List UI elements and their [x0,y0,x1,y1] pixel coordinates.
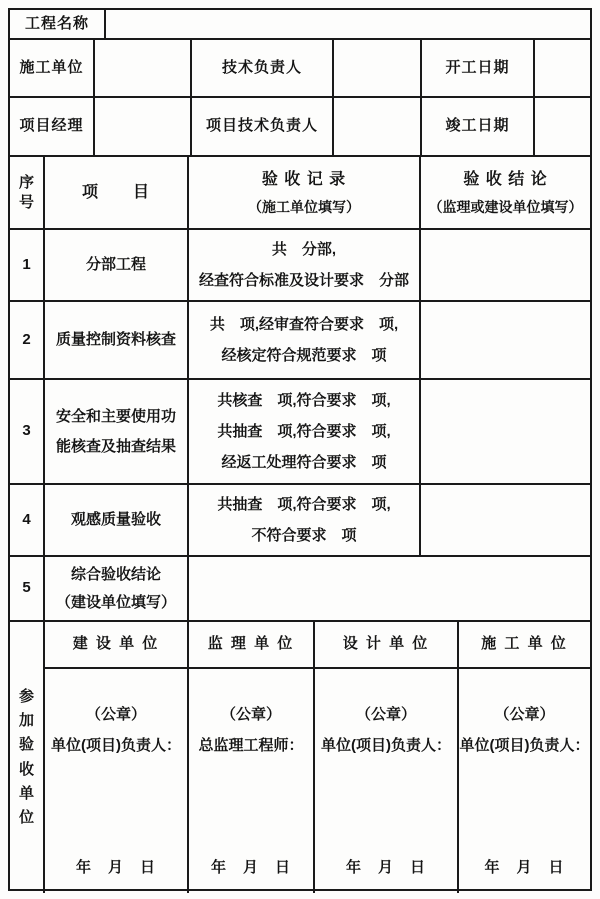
item-3-label-text: 安全和主要使用功能核查及抽查结果 [55,407,176,455]
project-manager-row [10,98,590,157]
item-3-label [45,380,189,485]
construction-unit-label: 施工单位 [10,40,95,98]
technical-director-label: 技术负责人 [192,40,334,98]
construction-unit-row [10,40,590,98]
item-3-conclusion-cell [421,380,590,485]
project-technical-director-value-cell [334,98,422,157]
item-5-number: 5 [10,557,45,622]
construction-seal-label: （公章） [494,706,555,723]
project-manager-value-cell [95,98,192,157]
item-3-record-cell [189,380,421,485]
acceptance-form-table [8,8,592,891]
participant-header-design: 设 计 单 位 [315,622,459,669]
project-technical-director-label: 项目技术负责人 [192,98,334,157]
col-header-number [10,157,45,230]
item-1-record-line-2: 经查符合标准及设计要求 分部 [198,272,409,289]
col-header-record-title: 验 收 记 录 [261,170,347,188]
item-4-conclusion-cell [421,485,590,557]
item-4-record-line-2: 不符合要求 项 [251,527,357,544]
item-5-label-line-1: 综合验收结论 [70,565,161,583]
item-row-appearance-quality [10,485,590,557]
participant-sign-construction [459,669,590,893]
participants-side-label: 参加验收单位 [18,687,34,827]
participant-sign-design [315,669,459,893]
item-4-record-line-1: 共抽查 项,符合要求 项, [217,496,391,513]
item-1-record-line-1: 共 分部, [271,241,337,258]
item-1-label: 分部工程 [45,230,189,302]
item-1-number: 1 [10,230,45,302]
project-name-label: 工程名称 [10,10,106,40]
project-name-row [10,10,590,40]
items-header-row [10,157,590,230]
owner-signer-label: 单位(项目)负责人： [51,737,181,754]
item-3-number: 3 [10,380,45,485]
start-date-label: 开工日期 [422,40,535,98]
owner-date-label: 年 月 日 [75,858,156,876]
participant-header-owner: 建 设 单 位 [45,622,189,669]
participant-header-supervision: 监 理 单 位 [189,622,315,669]
design-signer-label: 单位(项目)负责人： [321,737,451,754]
item-3-record-line-1: 共核查 项,符合要求 项, [217,392,391,409]
completion-date-value-cell [535,98,590,157]
item-4-label: 观感质量验收 [45,485,189,557]
supervision-date-label: 年 月 日 [210,858,291,876]
project-name-value-cell [106,10,590,40]
project-manager-label: 项目经理 [10,98,95,157]
col-header-record-sub: （施工单位填写） [248,198,360,215]
item-2-conclusion-cell [421,302,590,380]
item-2-record-line-1: 共 项,经审查符合要求 项, [209,316,399,333]
col-header-conclusion-title: 验 收 结 论 [463,170,548,188]
item-row-subprojects [10,230,590,302]
item-3-record-line-3: 经返工处理符合要求 项 [221,454,387,471]
start-date-value-cell [535,40,590,98]
participants-section [10,622,590,893]
item-row-safety-function-check [10,380,590,485]
col-header-record [189,157,421,230]
participants-side-label-cell [10,622,45,893]
design-date-label: 年 月 日 [345,858,426,876]
col-header-conclusion-sub: （监理或建设单位填写） [428,198,583,215]
item-5-merged-value-cell [189,557,590,622]
design-seal-label: （公章） [355,706,416,723]
item-5-label [45,557,189,622]
item-4-record-cell [189,485,421,557]
construction-date-label: 年 月 日 [484,858,565,876]
item-5-label-line-2: （建设单位填写） [55,593,176,611]
col-header-conclusion [421,157,590,230]
item-2-number: 2 [10,302,45,380]
col-header-number-text: 序号 [18,174,34,211]
item-2-label: 质量控制资料核查 [45,302,189,380]
participant-sign-supervision [189,669,315,893]
participant-sign-owner [45,669,189,893]
owner-seal-label: （公章） [85,706,146,723]
item-2-record-cell [189,302,421,380]
completion-date-label: 竣工日期 [422,98,535,157]
construction-unit-value-cell [95,40,192,98]
col-header-item: 项 目 [45,157,189,230]
item-row-overall-conclusion [10,557,590,622]
item-3-record-line-2: 共抽查 项,符合要求 项, [217,423,391,440]
item-1-record-cell [189,230,421,302]
supervision-signer-label: 总监理工程师： [198,737,304,754]
participant-header-construction: 施 工 单 位 [459,622,590,669]
technical-director-value-cell [334,40,422,98]
item-2-record-line-2: 经核定符合规范要求 项 [221,347,387,364]
construction-signer-label: 单位(项目)负责人： [459,737,590,754]
item-4-number: 4 [10,485,45,557]
supervision-seal-label: （公章） [220,706,281,723]
item-1-conclusion-cell [421,230,590,302]
item-row-quality-control-docs [10,302,590,380]
